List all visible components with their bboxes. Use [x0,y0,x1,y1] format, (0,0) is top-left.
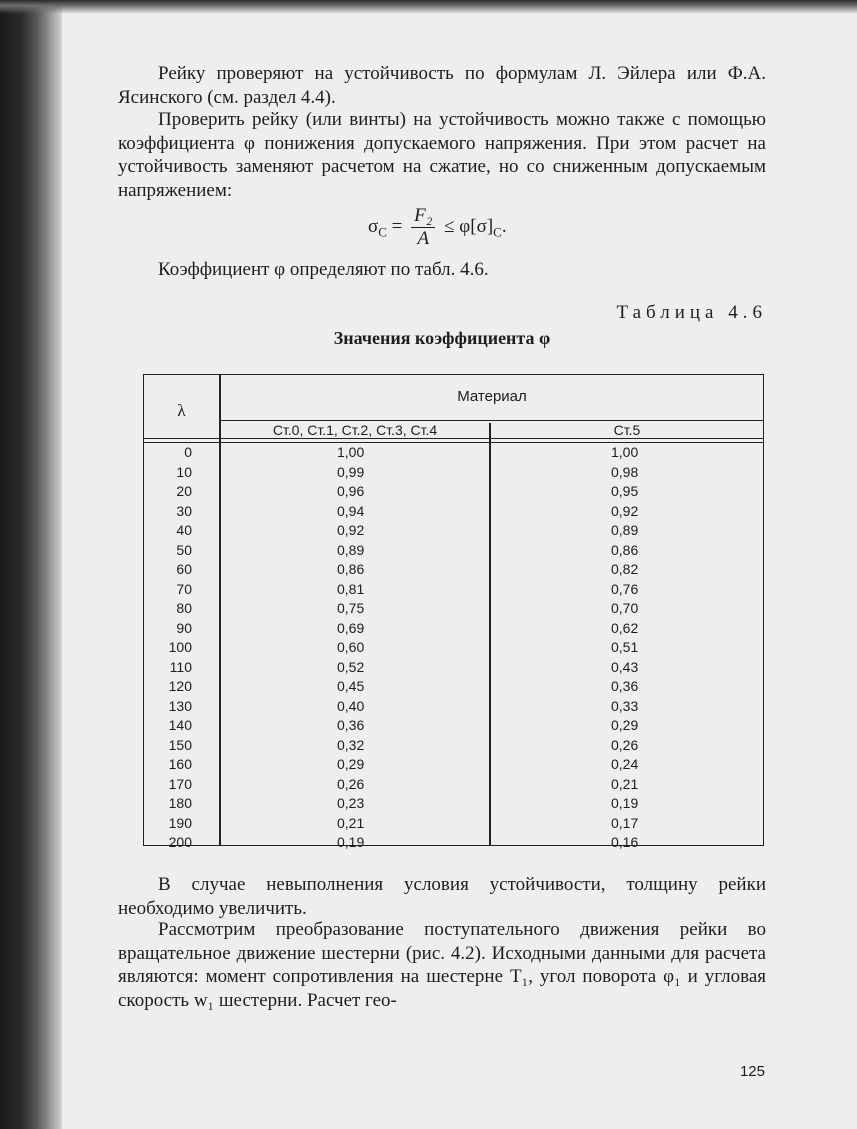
coefficient-cell: 0,45 [337,678,365,694]
table-row [144,599,763,619]
lambda-cell: 190 [168,814,192,831]
book-spine-shadow [0,0,62,1129]
coefficient-cell: 0,29 [337,756,365,772]
lambda-cell: 80 [176,600,192,616]
table-row [144,502,763,522]
coefficient-cell: 0,19 [611,795,639,811]
coefficient-cell: 0,99 [337,463,365,480]
table-row [144,794,763,814]
coefficient-cell: 0,32 [337,736,365,753]
table-label: Таблица 4.6 [616,302,767,323]
coefficient-cell: 0,52 [337,658,365,675]
coefficient-cell: 0,92 [337,522,365,538]
lambda-cell: 10 [176,463,192,480]
lambda-cell: 170 [168,775,192,792]
table-row [144,443,763,463]
coefficient-cell: 0,19 [337,834,365,850]
paragraph-table-ref-text: Коэффициент φ определяют по табл. 4.6. [158,259,489,280]
coefficient-cell: 0,76 [611,580,639,597]
table-row [144,482,763,502]
coefficient-cell: 0,51 [611,639,639,655]
table-row [144,541,763,561]
table-row [144,736,763,756]
table-row [144,638,763,658]
lambda-cell: 180 [168,795,192,811]
lambda-cell: 0 [184,444,192,460]
table-row [144,463,763,483]
coefficient-cell: 0,92 [611,502,639,519]
lambda-cell: 20 [176,483,192,499]
coefficient-cell: 0,81 [337,580,365,597]
coefficient-cell: 0,60 [337,639,365,655]
coefficient-cell: 0,23 [337,795,365,811]
paragraph-increase [118,873,766,920]
table-row [144,697,763,717]
formula-rhs-sub: C [493,224,502,240]
page-top-shadow [0,0,857,14]
lambda-cell: 160 [168,756,192,772]
formula-fraction [411,205,435,250]
table-row [144,619,763,639]
formula-rhs: ≤ φ[σ] [444,215,494,237]
table-row [144,755,763,775]
paragraph-table-ref [118,258,766,282]
lambda-cell: 70 [176,580,192,597]
coefficient-cell: 1,00 [611,444,639,460]
coefficient-cell: 0,70 [611,600,639,616]
paragraph-euler [118,62,766,109]
table-divider [219,420,763,421]
coefficient-cell: 0,26 [611,736,639,753]
coefficient-cell: 0,69 [337,619,365,636]
header-lambda: λ [177,401,186,420]
header-steel-5: Ст.5 [613,422,641,438]
table-row [144,521,763,541]
coefficient-cell: 0,36 [611,678,639,694]
table-row [144,775,763,795]
paragraph-increase-text: В случае невыполнения условия устойчивости, толщину рейки необходимо увеличить. [118,874,766,919]
table-row [144,814,763,834]
formula-lhs-sub: C [378,224,387,240]
table-row [144,580,763,600]
coefficient-cell: 0,24 [611,756,639,772]
table-row [144,833,763,853]
lambda-cell: 130 [168,697,192,714]
coefficient-cell: 0,94 [337,502,365,519]
table-row [144,716,763,736]
coefficient-cell: 0,33 [611,697,639,714]
table-row [144,658,763,678]
coefficient-cell: 0,95 [611,483,639,499]
coefficient-table [143,374,764,850]
coefficient-cell: 0,36 [337,717,365,733]
lambda-cell: 30 [176,502,192,519]
lambda-cell: 140 [168,717,192,733]
coefficient-cell: 0,86 [337,561,365,577]
lambda-cell: 200 [168,834,192,850]
formula-end: . [501,215,507,237]
coefficient-cell: 0,62 [611,619,639,636]
paragraph-coefficient [118,108,766,202]
table-divider [144,438,763,439]
header-material: Материал [457,388,527,405]
coefficient-cell: 0,86 [611,541,639,558]
formula-denominator: A [417,228,430,249]
paragraph-coefficient-text: Проверить рейку (или винты) на устойчивость можно также с помощью коэффициента φ понижения допускаемого напряжения. При этом расчет на устойчивость заменяют расчетом на сжатие, но со сниженным допускаемым напряжением: [118,109,766,201]
coefficient-cell: 0,89 [611,522,639,538]
table-row [144,677,763,697]
header-steel-group: Ст.0, Ст.1, Ст.2, Ст.3, Ст.4 [272,422,438,438]
coefficient-cell: 0,29 [611,717,639,733]
coefficient-cell: 0,75 [337,600,365,616]
formula-numerator: F₂ [411,205,435,228]
page-number: 125 [739,1063,765,1080]
coefficient-cell: 0,21 [337,814,365,831]
lambda-cell: 100 [168,639,192,655]
table-body [144,443,763,853]
paragraph-motion-text: Рассмотрим преобразование поступательного движения рейки во вращательное движение шестерни (рис. 4.2). Исходными данными для расчета являются: момент сопротивления на шестерне T₁, угол поворота φ₁ и угловая скорость w₁ шестерни. Расчет гео- [118,919,766,1011]
coefficient-cell: 0,17 [611,814,639,831]
formula-equals: = [391,215,403,237]
coefficient-cell: 0,96 [337,483,365,499]
coefficient-cell: 0,98 [611,463,639,480]
coefficient-cell: 0,21 [611,775,639,792]
lambda-cell: 120 [168,678,192,694]
coefficient-cell: 0,82 [611,561,639,577]
coefficient-cell: 0,26 [337,775,365,792]
coefficient-cell: 1,00 [337,444,365,460]
paragraph-euler-text: Рейку проверяют на устойчивость по формулам Л. Эйлера или Ф.А. Ясинского (см. раздел 4.4). [118,63,766,108]
table-caption: Значения коэффициента φ [333,328,551,348]
paragraph-motion [118,918,766,1012]
coefficient-cell: 0,40 [337,697,365,714]
lambda-cell: 40 [176,522,192,538]
stability-formula [368,205,507,250]
lambda-cell: 110 [169,658,192,675]
lambda-cell: 150 [168,736,192,753]
table-row [144,560,763,580]
lambda-cell: 90 [176,619,192,636]
coefficient-cell: 0,89 [337,541,365,558]
coefficient-cell: 0,43 [611,658,639,675]
lambda-cell: 60 [176,561,192,577]
coefficient-cell: 0,16 [611,834,639,850]
lambda-cell: 50 [176,541,192,558]
formula-lhs: σ [368,215,379,237]
